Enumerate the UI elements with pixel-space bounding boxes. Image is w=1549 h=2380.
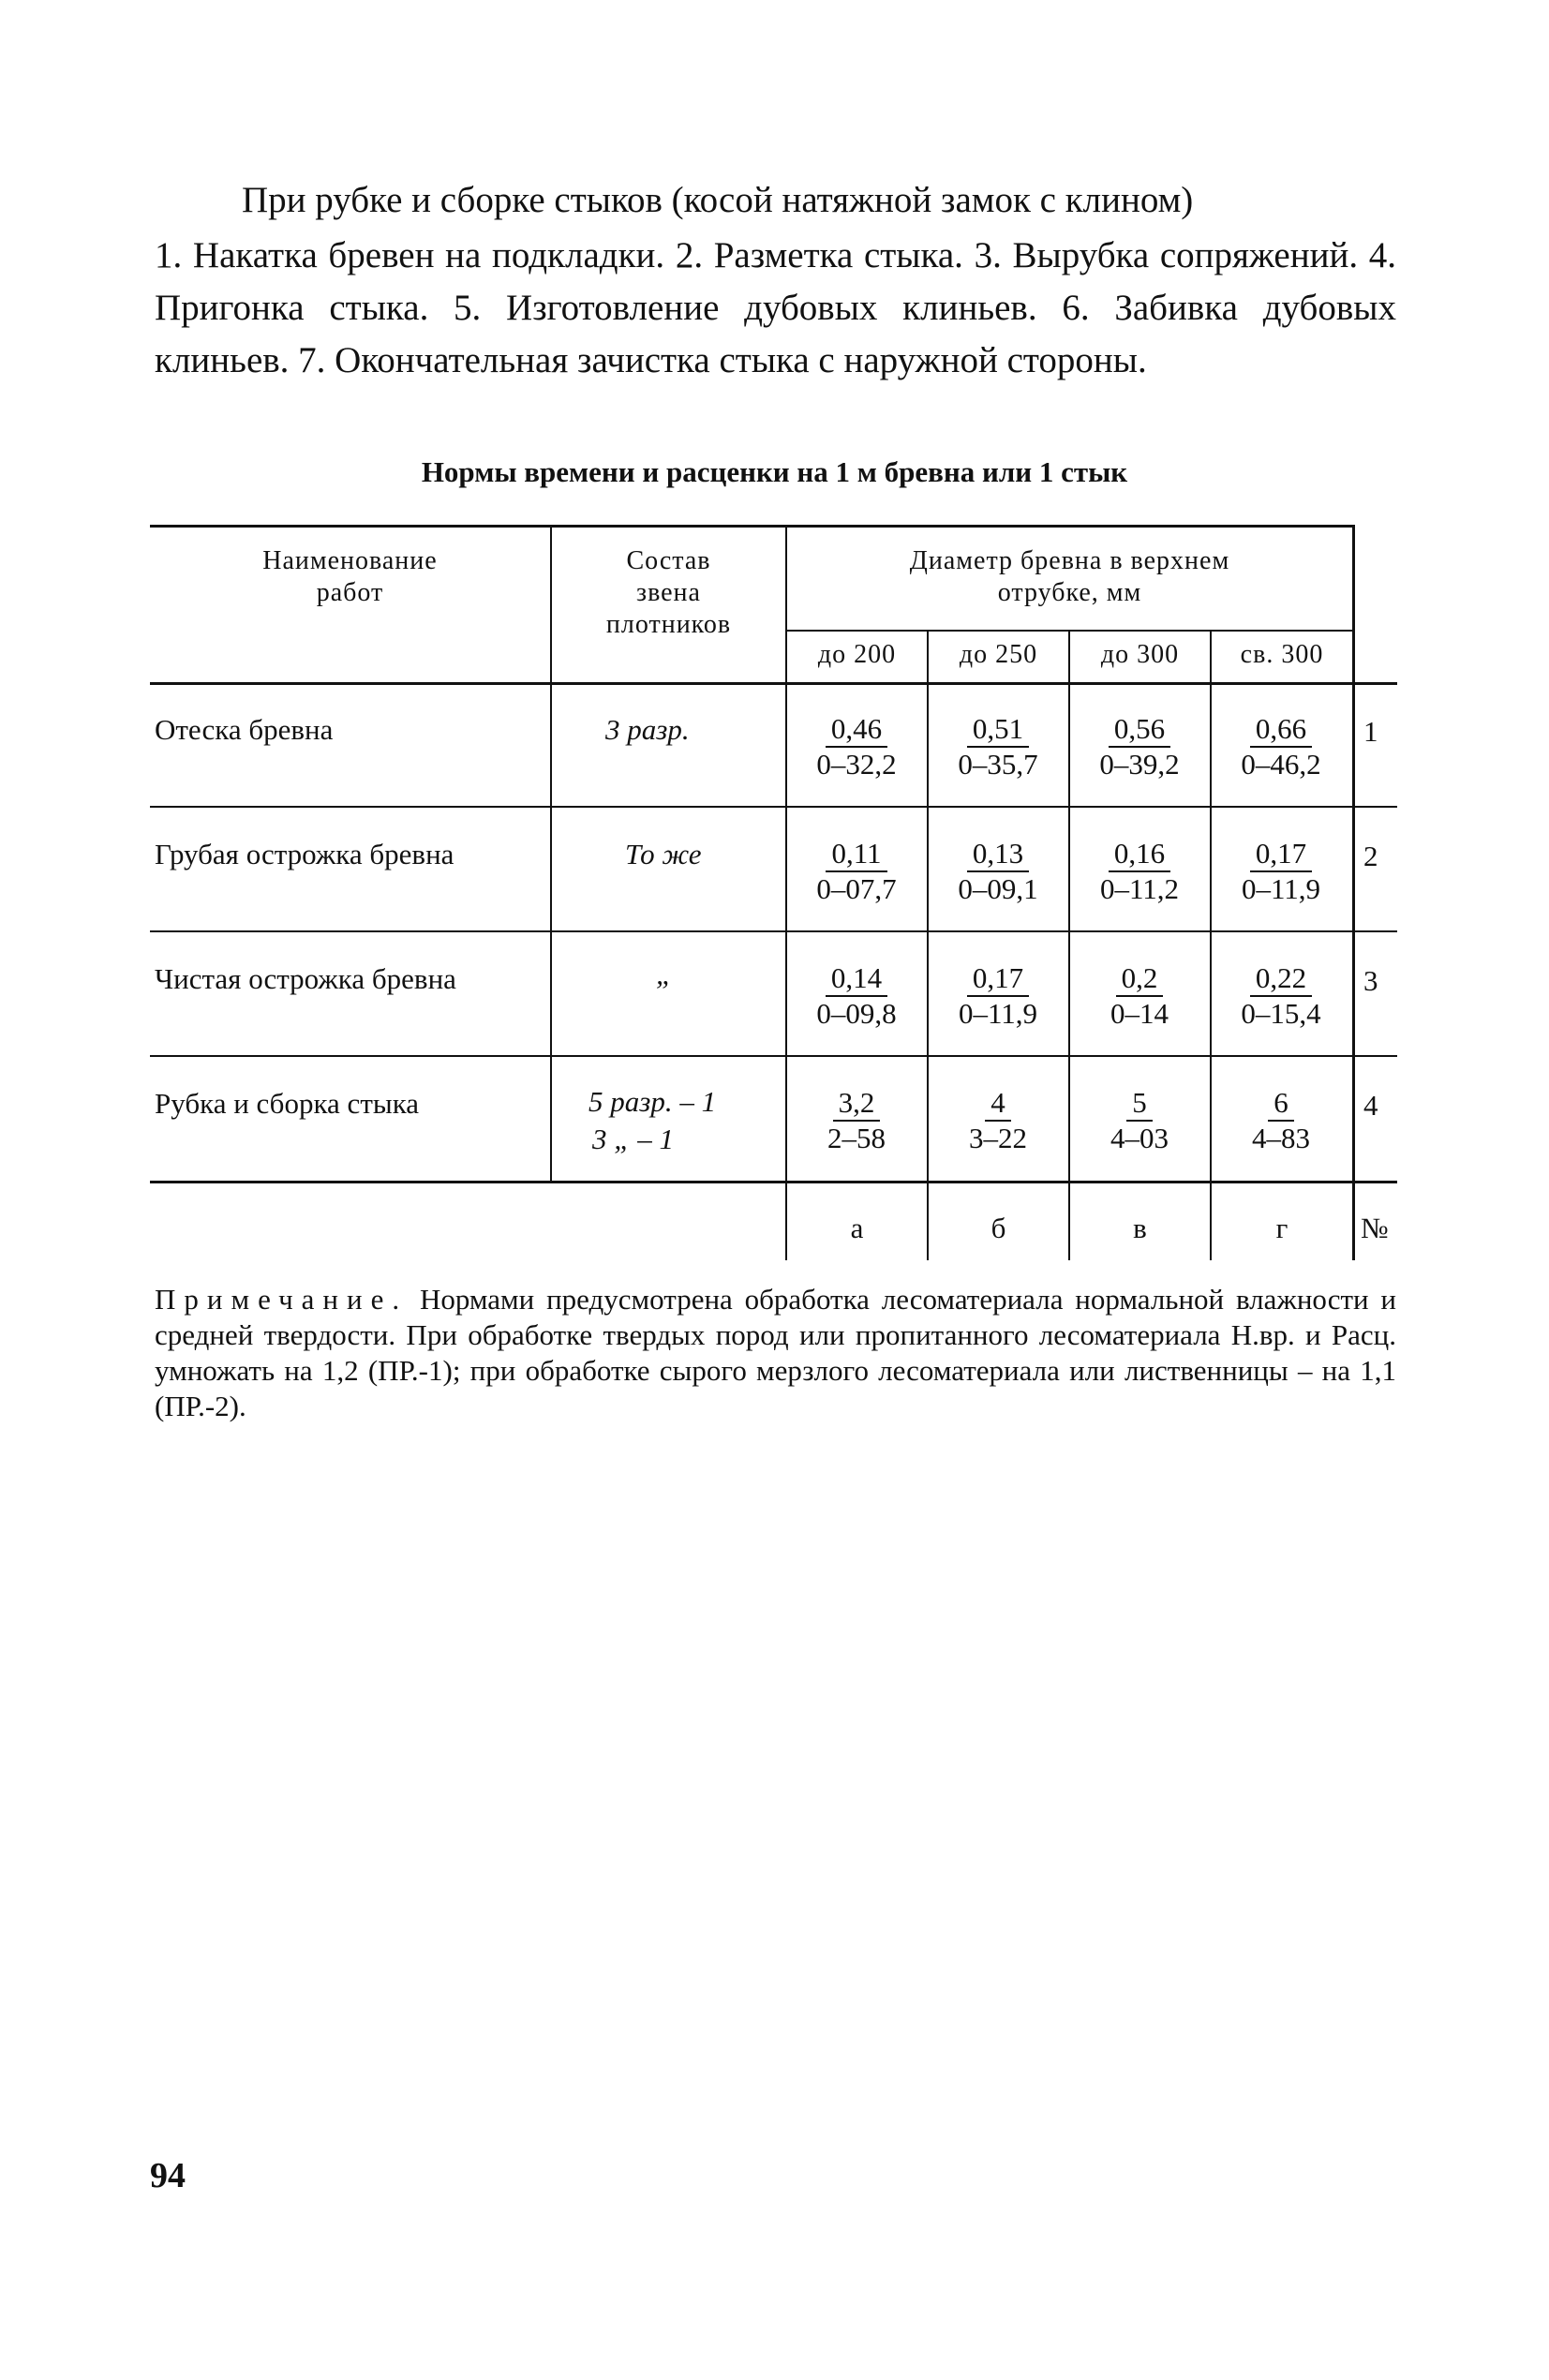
header-col-d: св. 300 bbox=[1240, 640, 1324, 669]
header-composition: Состав звена плотников bbox=[605, 546, 732, 639]
section-heading: При рубке и сборке стыков (косой натяжной замок с клином) bbox=[242, 180, 1194, 220]
header-col-c: до 300 bbox=[1100, 640, 1180, 669]
norm-value: $\frac{0,11}{0-07,7}$ bbox=[816, 837, 897, 905]
footer-label-d: г bbox=[1275, 1212, 1288, 1244]
header-col-a: до 200 bbox=[817, 640, 897, 669]
header-diameter: Диаметр бревна в верхнем отрубке, мм bbox=[909, 546, 1230, 607]
row-composition: То же bbox=[625, 838, 702, 870]
norm-value: $\frac{0,13}{0-09,1}$ bbox=[958, 837, 1038, 905]
footer-label-a: а bbox=[850, 1212, 864, 1244]
header-col-b: до 250 bbox=[959, 640, 1038, 669]
row-name: Рубка и сборка стыка bbox=[155, 1087, 420, 1120]
norm-value: $\frac{0,16}{0-11,2}$ bbox=[1099, 837, 1180, 905]
norm-value: $\frac{0,17}{0-11,9}$ bbox=[958, 961, 1038, 1030]
col-rule-b bbox=[927, 630, 929, 1260]
norm-value: $\frac{0,51}{0-35,7}$ bbox=[958, 712, 1038, 781]
norm-value: $\frac{0,56}{0-39,2}$ bbox=[1099, 712, 1180, 781]
norm-value: $\frac{0,14}{0-09,8}$ bbox=[816, 961, 897, 1030]
table-note bbox=[155, 1282, 1396, 1424]
row-number: 4 bbox=[1363, 1089, 1378, 1122]
note-lead: Примечание. bbox=[155, 1283, 409, 1316]
table-caption: Нормы времени и расценки на 1 м бревна или 1 стык bbox=[421, 455, 1128, 488]
norm-value: $\frac{0,17}{0-11,9}$ bbox=[1241, 837, 1321, 905]
col-rule-d bbox=[1210, 630, 1212, 1260]
col-rule-c bbox=[1068, 630, 1070, 1260]
footer-label-c: в bbox=[1133, 1212, 1147, 1244]
norm-value: $\frac{6}{4-83}$ bbox=[1252, 1086, 1310, 1154]
norm-value: $\frac{0,46}{0-32,2}$ bbox=[816, 712, 897, 781]
header-name: Наименование работ bbox=[262, 546, 438, 607]
row-name: Чистая острожка бревна bbox=[155, 962, 456, 995]
operations-paragraph: 1. Накатка бревен на подкладки. 2. Разметка стыка. 3. Вырубка сопряжений. 4. Пригонка стыка. 5. Изготовление дубовых клиньев. 6. Забивка дубовых клиньев. 7. Окончательная зачистка стыка с наружной стороны. bbox=[155, 235, 1396, 380]
row-name: Отеска бревна bbox=[155, 713, 334, 746]
row-number: 3 bbox=[1363, 964, 1378, 997]
norm-value: $\frac{4}{3-22}$ bbox=[969, 1086, 1027, 1154]
row-number: 2 bbox=[1363, 840, 1378, 872]
table-top-rule bbox=[150, 525, 1354, 528]
footer-label-num: № bbox=[1361, 1212, 1389, 1244]
row-composition: „ bbox=[656, 958, 673, 990]
note-text: Нормами предусмотрена обработка лесоматериала нормальной влажности и средней твердости. При обработке твердых пород или пропитанного лесоматериала Н.вр. и Расц. умножать на 1,2 (ПР.-1); при обработке сырого мерзлого лесоматериала или лиственницы – на 1,1 (ПР.-2). bbox=[155, 1283, 1397, 1422]
norm-value: $\frac{0,22}{0-15,4}$ bbox=[1241, 961, 1321, 1030]
row-composition-2: 3 „ – 1 bbox=[592, 1123, 674, 1155]
col-rule-a bbox=[785, 525, 787, 1260]
row-number: 1 bbox=[1363, 715, 1378, 748]
row-composition: 3 разр. bbox=[605, 713, 690, 746]
page-number: 94 bbox=[150, 2156, 186, 2195]
norm-value: $\frac{3,2}{2-58}$ bbox=[827, 1086, 886, 1154]
norm-value: $\frac{5}{4-03}$ bbox=[1110, 1086, 1169, 1154]
footer-label-b: б bbox=[990, 1212, 1006, 1244]
norms-table bbox=[150, 525, 1397, 1260]
row-name: Грубая острожка бревна bbox=[155, 838, 454, 870]
norm-value: $\frac{0,66}{0-46,2}$ bbox=[1241, 712, 1321, 781]
row-composition: 5 разр. – 1 bbox=[588, 1085, 717, 1118]
norm-value: $\frac{0,2}{0-14}$ bbox=[1110, 961, 1169, 1030]
col-rule-num bbox=[1352, 525, 1355, 1260]
